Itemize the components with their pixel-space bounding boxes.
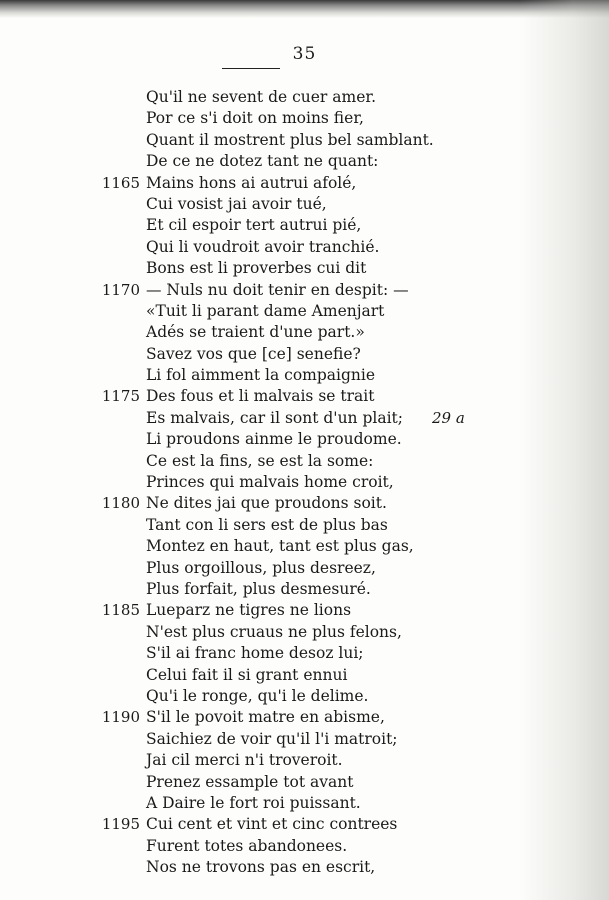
verse-line [0,344,609,365]
verse-text: Celui fait il si grant ennui [146,665,348,684]
verse-line [0,836,609,857]
verse-text: Li fol aimment la compaignie [146,366,376,385]
verse-line [0,280,609,301]
verse-line [0,686,609,707]
verse-text: N'est plus cruaus ne plus felons, [146,622,402,641]
verse-text: Plus forfait, plus desmesuré. [146,579,371,598]
verse-text: De ce ne dotez tant ne quant: [146,152,379,171]
verse-line [0,301,609,322]
scan-top-edge [0,0,609,18]
verse-text: Nos ne trovons pas en escrit, [146,858,376,877]
verse-block [0,87,609,878]
verse-text: «Tuit li parant dame Amenjart [146,301,385,320]
verse-text: Furent totes abandonees. [146,836,348,855]
verse-text: Montez en haut, tant est plus gas, [146,537,414,556]
verse-line [0,558,609,579]
verse-text: Qu'i le ronge, qu'i le delime. [146,686,369,705]
verse-line [0,622,609,643]
verse-line [0,579,609,600]
folio-marker: 29 a [432,408,465,427]
verse-line [0,793,609,814]
verse-line [0,87,609,108]
verse-line [0,772,609,793]
verse-text: Qu'il ne sevent de cuer amer. [146,88,377,106]
verse-text: S'il ai franc home desoz lui; [146,644,364,663]
verse-line [0,194,609,215]
verse-text: Cui cent et vint et cinc contrees [146,815,398,834]
verse-line [0,857,609,878]
verse-text: Qui li voudroit avoir tranchié. [146,237,380,256]
verse-text: — Nuls nu doit tenir en despit: — [146,280,409,299]
verse-text: A Daire le fort roi puissant. [146,793,361,812]
verse-line [0,643,609,664]
verse-line [0,365,609,386]
verse-text: Li proudons ainme le proudome. [146,430,402,449]
verse-text: Adés se traient d'une part.» [146,323,365,342]
line-number: 1195 [101,815,140,834]
verse-line [0,408,609,429]
verse-text: Ne dites jai que proudons soit. [146,494,387,513]
verse-text: Jai cil merci n'i troveroit. [146,751,343,770]
verse-line [0,130,609,151]
verse-line [0,493,609,514]
verse-line [0,386,609,407]
verse-text: Prenez essample tot avant [146,772,354,791]
verse-line [0,814,609,835]
verse-line [0,600,609,621]
verse-line [0,665,609,686]
verse-text: Por ce s'i doit on moins fier, [146,109,364,128]
verse-line [0,515,609,536]
verse-line [0,750,609,771]
verse-line [0,108,609,129]
line-number: 1170 [101,280,140,299]
line-number: 1180 [101,494,140,513]
line-number: 1175 [101,387,140,406]
verse-text: S'il le povoit matre en abisme, [146,708,385,727]
verse-text: Bons est li proverbes cui dit [146,259,367,278]
verse-line [0,237,609,258]
verse-line [0,215,609,236]
verse-line [0,707,609,728]
verse-text: Cui vosist jai avoir tué, [146,194,327,213]
verse-line [0,151,609,172]
verse-line [0,322,609,343]
verse-text: Plus orgoillous, plus desreez, [146,558,376,577]
line-number: 1185 [101,601,140,620]
line-number: 1190 [101,708,140,727]
verse-line [0,258,609,279]
page-number-rule [222,68,280,69]
verse-line [0,536,609,557]
verse-text: Saichiez de voir qu'il l'i matroit; [146,729,398,748]
verse-line [0,173,609,194]
verse-text: Princes qui malvais home croit, [146,473,394,492]
verse-text: Tant con li sers est de plus bas [146,515,388,534]
verse-text: Des fous et li malvais se trait [146,387,375,406]
verse-text: Et cil espoir tert autrui pié, [146,216,362,235]
verse-text: Quant il mostrent plus bel samblant. [146,130,434,149]
verse-text: Es malvais, car il sont d'un plait; [146,408,403,427]
page-number: 35 [292,44,317,64]
verse-text: Mains hons ai autrui afolé, [146,173,357,192]
line-number: 1165 [101,173,140,192]
verse-line [0,729,609,750]
verse-text: Ce est la fins, se est la some: [146,451,374,470]
verse-line [0,429,609,450]
verse-line [0,472,609,493]
verse-text: Savez vos que [ce] senefie? [146,344,361,363]
verse-text: Lueparz ne tigres ne lions [146,601,352,620]
verse-line [0,451,609,472]
